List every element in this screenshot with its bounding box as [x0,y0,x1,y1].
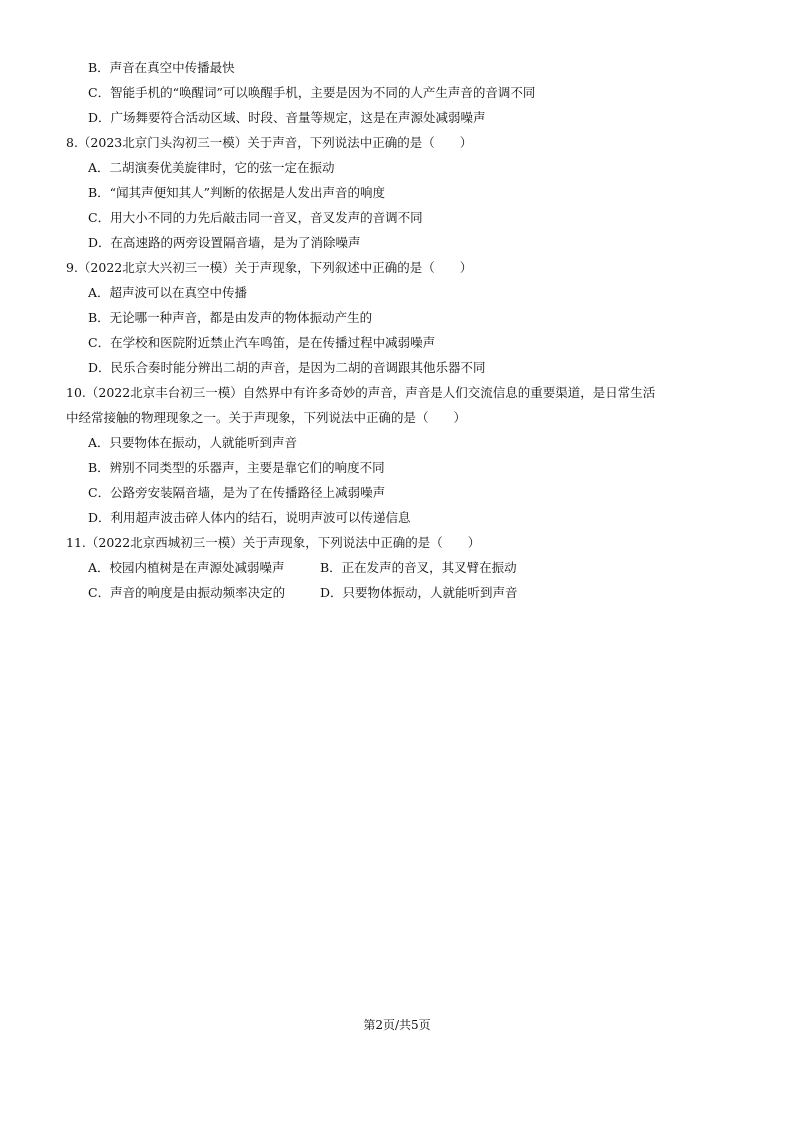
question-11: 11.（2022北京西城初三一模）关于声现象，下列说法中正确的是（ ） [66,535,481,550]
option-8b: B．“闻其声便知其人”判断的依据是人发出声音的响度 [88,185,385,200]
option-11b: B．正在发声的音叉，其叉臂在振动 [320,560,517,575]
option-9c: C．在学校和医院附近禁止汽车鸣笛，是在传播过程中减弱噪声 [88,335,436,350]
option-9b: B．无论哪一种声音，都是由发声的物体振动产生的 [88,310,373,325]
option-9d: D．民乐合奏时能分辨出二胡的声音，是因为二胡的音调跟其他乐器不同 [88,360,486,375]
option-8d: D．在高速路的两旁设置隔音墙，是为了消除噪声 [88,235,361,250]
option-11a: A．校园内植树是在声源处减弱噪声 [88,560,285,575]
question-8: 8.（2023北京门头沟初三一模）关于声音，下列说法中正确的是（ ） [66,135,473,150]
option-10a: A．只要物体在振动，人就能听到声音 [88,435,298,450]
option-8c: C．用大小不同的力先后敲击同一音叉，音叉发声的音调不同 [88,210,423,225]
question-9: 9.（2022北京大兴初三一模）关于声现象，下列叙述中正确的是（ ） [66,260,473,275]
option-10d: D．利用超声波击碎人体内的结石，说明声波可以传递信息 [88,510,411,525]
option-10b: B．辨别不同类型的乐器声，主要是靠它们的响度不同 [88,460,385,475]
option-7c: C．智能手机的“唤醒词”可以唤醒手机，主要是因为不同的人产生声音的音调不同 [88,85,536,100]
option-10c: C．公路旁安装隔音墙，是为了在传播路径上减弱噪声 [88,485,386,500]
option-7b: B．声音在真空中传播最快 [88,60,235,75]
option-8a: A．二胡演奏优美旋律时，它的弦一定在振动 [88,160,335,175]
option-7d: D．广场舞要符合活动区域、时段、音量等规定，这是在声源处减弱噪声 [88,110,486,125]
option-9a: A．超声波可以在真空中传播 [88,285,248,300]
page-number: 第2页/共5页 [363,1018,431,1032]
question-10: 10.（2022北京丰台初三一模）自然界中有许多奇妙的声音，声音是人们交流信息的重要渠道，是日常生活 [66,385,656,400]
question-10-continued: 中经常接触的物理现象之一。关于声现象，下列说法中正确的是（ ） [66,410,467,425]
option-11c: C．声音的响度是由振动频率决定的 [88,585,286,600]
option-11d: D．只要物体振动，人就能听到声音 [320,585,518,600]
